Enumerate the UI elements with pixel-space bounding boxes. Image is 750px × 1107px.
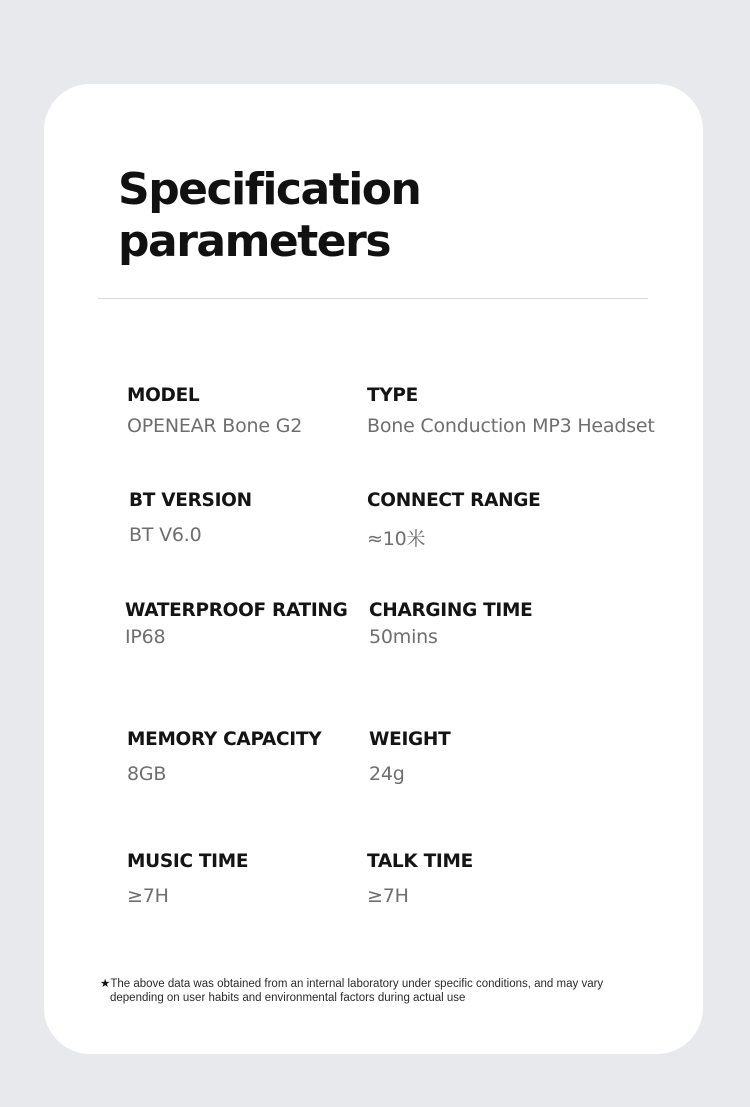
spec-label: WEIGHT (369, 729, 451, 750)
spec-model (127, 385, 302, 437)
spec-label: TYPE (367, 385, 419, 406)
spec-value: 8GB (127, 763, 167, 785)
page-title (118, 164, 420, 268)
spec-value: 50mins (369, 626, 438, 648)
spec-weight (369, 729, 450, 785)
spec-talk-time (367, 851, 473, 907)
spec-label: BT VERSION (129, 490, 252, 511)
spec-value: Bone Conduction MP3 Headset (367, 415, 655, 437)
spec-connect-range (367, 490, 541, 551)
spec-label: MUSIC TIME (127, 851, 249, 872)
spec-charging-time (369, 600, 532, 648)
title-line-2: parameters (118, 216, 391, 267)
spec-value: ≈10米 (367, 528, 426, 550)
divider (98, 298, 648, 299)
spec-value: BT V6.0 (129, 524, 202, 546)
title-line-1: Specification (118, 164, 421, 215)
spec-value: OPENEAR Bone G2 (127, 415, 303, 437)
footnote (100, 977, 670, 1005)
spec-value: IP68 (125, 626, 166, 648)
footnote-text-1: The above data was obtained from an internal laboratory under specific conditions, and may vary (110, 978, 604, 990)
spec-type (367, 385, 655, 437)
spec-bt-version (129, 490, 252, 546)
spec-music-time (127, 851, 248, 907)
spec-waterproof-rating (125, 600, 348, 648)
spec-memory-capacity (127, 729, 321, 785)
footnote-text-2: depending on user habits and environmental factors during actual use (110, 992, 466, 1004)
footnote-line-1 (100, 977, 670, 991)
spec-value: 24g (369, 763, 405, 785)
spec-label: TALK TIME (367, 851, 473, 872)
star-icon: ★ (100, 978, 111, 990)
spec-label: WATERPROOF RATING (125, 600, 348, 621)
spec-label: CONNECT RANGE (367, 490, 541, 511)
spec-card (44, 84, 703, 1054)
spec-label: CHARGING TIME (369, 600, 533, 621)
spec-value: ≥7H (367, 885, 409, 907)
spec-label: MEMORY CAPACITY (127, 729, 322, 750)
spec-label: MODEL (127, 385, 200, 406)
spec-value: ≥7H (127, 885, 169, 907)
